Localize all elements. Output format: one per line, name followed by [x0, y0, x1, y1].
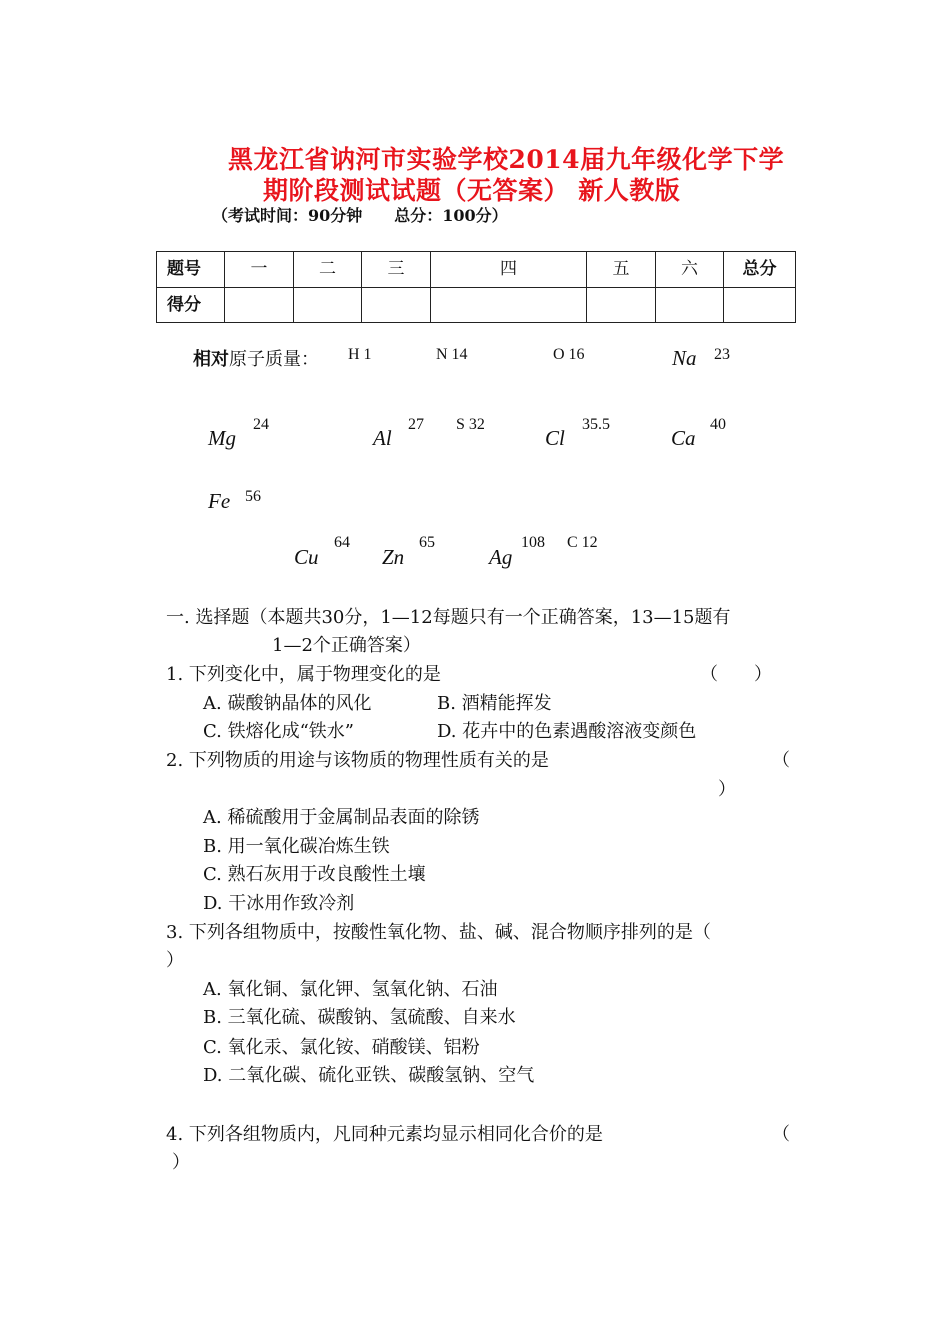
page-title-line1: 黑龙江省讷河市实验学校2014届九年级化学下学 — [228, 145, 785, 174]
answer-paren-open[interactable]: （ — [772, 750, 790, 771]
option-a: A. 稀硫酸用于金属制品表面的除锈 — [203, 807, 480, 828]
option-b: B. 用一氧化碳冶炼生铁 — [203, 836, 390, 857]
question-2-stem: 2. 下列物质的用途与该物质的物理性质有关的是 — [166, 750, 549, 771]
atomic-mass-label-rest: 原子质量： — [229, 349, 319, 370]
option-d: D. 干冰用作致冷剂 — [203, 893, 355, 914]
option-a: A. 氧化铜、氯化钾、氢氧化钠、石油 — [203, 979, 498, 1000]
option-d: D. 二氧化碳、硫化亚铁、碳酸氢钠、空气 — [203, 1065, 535, 1086]
mass-c: C 12 — [567, 534, 598, 551]
symbol-cu: Cu — [294, 545, 319, 569]
score-cell[interactable] — [294, 287, 362, 323]
symbol-cl: Cl — [545, 426, 565, 450]
mass-ca: 40 — [710, 416, 726, 433]
section-heading: 一. 选择题（本题共30分，1—12每题只有一个正确答案，13—15题有 — [166, 607, 731, 628]
atomic-mass-label — [193, 345, 319, 371]
score-cell[interactable] — [362, 287, 431, 323]
option-b: B. 三氧化硫、碳酸钠、氢硫酸、自来水 — [203, 1007, 516, 1028]
question-4-stem: 4. 下列各组物质内，凡同种元素均显示相同化合价的是 — [166, 1124, 603, 1145]
table-header-cell: 五 — [587, 252, 656, 288]
mass-cu: 64 — [334, 534, 350, 551]
exam-info: （考试时间：90分钟 总分：100分） — [212, 206, 508, 225]
answer-paren-open[interactable]: （ — [772, 1124, 790, 1145]
table-row-label: 得分 — [157, 287, 225, 323]
symbol-al: Al — [373, 426, 392, 450]
mass-s: S 32 — [456, 416, 485, 433]
option-c: C. 氧化汞、氯化铵、硝酸镁、铝粉 — [203, 1037, 480, 1058]
mass-n: N 14 — [436, 346, 468, 363]
section-heading-cont: 1—2个正确答案） — [272, 635, 421, 656]
symbol-na: Na — [672, 346, 697, 370]
score-cell[interactable] — [431, 287, 587, 323]
mass-na: 23 — [714, 346, 730, 363]
mass-fe: 56 — [245, 488, 261, 505]
answer-paren[interactable]: （ ） — [700, 664, 772, 685]
table-header-cell: 总分 — [724, 252, 796, 288]
answer-paren-close[interactable]: ） — [172, 1152, 190, 1173]
score-cell[interactable] — [724, 287, 796, 323]
option-a: A. 碳酸钠晶体的风化 — [203, 693, 372, 714]
mass-h: H 1 — [348, 346, 372, 363]
symbol-ag: Ag — [489, 545, 513, 569]
question-1-stem: 1. 下列变化中，属于物理变化的是 — [166, 664, 441, 685]
score-table-header-row — [157, 252, 796, 288]
score-cell[interactable] — [587, 287, 656, 323]
symbol-mg: Mg — [208, 426, 236, 450]
atomic-mass-label-bold: 相对 — [193, 349, 229, 370]
score-table-score-row — [157, 287, 796, 323]
answer-paren-close[interactable]: ） — [718, 779, 736, 800]
table-header-cell: 四 — [431, 252, 587, 288]
question-3-stem: 3. 下列各组物质中，按酸性氧化物、盐、碱、混合物顺序排列的是（ — [166, 922, 711, 943]
option-c: C. 铁熔化成“铁水” — [203, 721, 354, 742]
answer-paren-close[interactable]: ） — [166, 950, 184, 971]
option-d: D. 花卉中的色素遇酸溶液变颜色 — [437, 721, 697, 742]
mass-zn: 65 — [419, 534, 435, 551]
option-c: C. 熟石灰用于改良酸性土壤 — [203, 864, 426, 885]
score-cell[interactable] — [656, 287, 724, 323]
table-header-cell: 二 — [294, 252, 362, 288]
option-b: B. 酒精能挥发 — [437, 693, 552, 714]
mass-mg: 24 — [253, 416, 269, 433]
symbol-ca: Ca — [671, 426, 696, 450]
score-table — [156, 251, 796, 323]
mass-o: O 16 — [553, 346, 585, 363]
table-header-cell: 六 — [656, 252, 724, 288]
mass-ag: 108 — [521, 534, 545, 551]
symbol-fe: Fe — [208, 489, 231, 513]
score-cell[interactable] — [225, 287, 294, 323]
table-header-cell: 题号 — [157, 252, 225, 288]
table-header-cell: 三 — [362, 252, 431, 288]
mass-cl: 35.5 — [582, 416, 610, 433]
mass-al: 27 — [408, 416, 424, 433]
symbol-zn: Zn — [382, 545, 405, 569]
table-header-cell: 一 — [225, 252, 294, 288]
page-title-line2: 期阶段测试试题（无答案） 新人教版 — [263, 176, 681, 205]
